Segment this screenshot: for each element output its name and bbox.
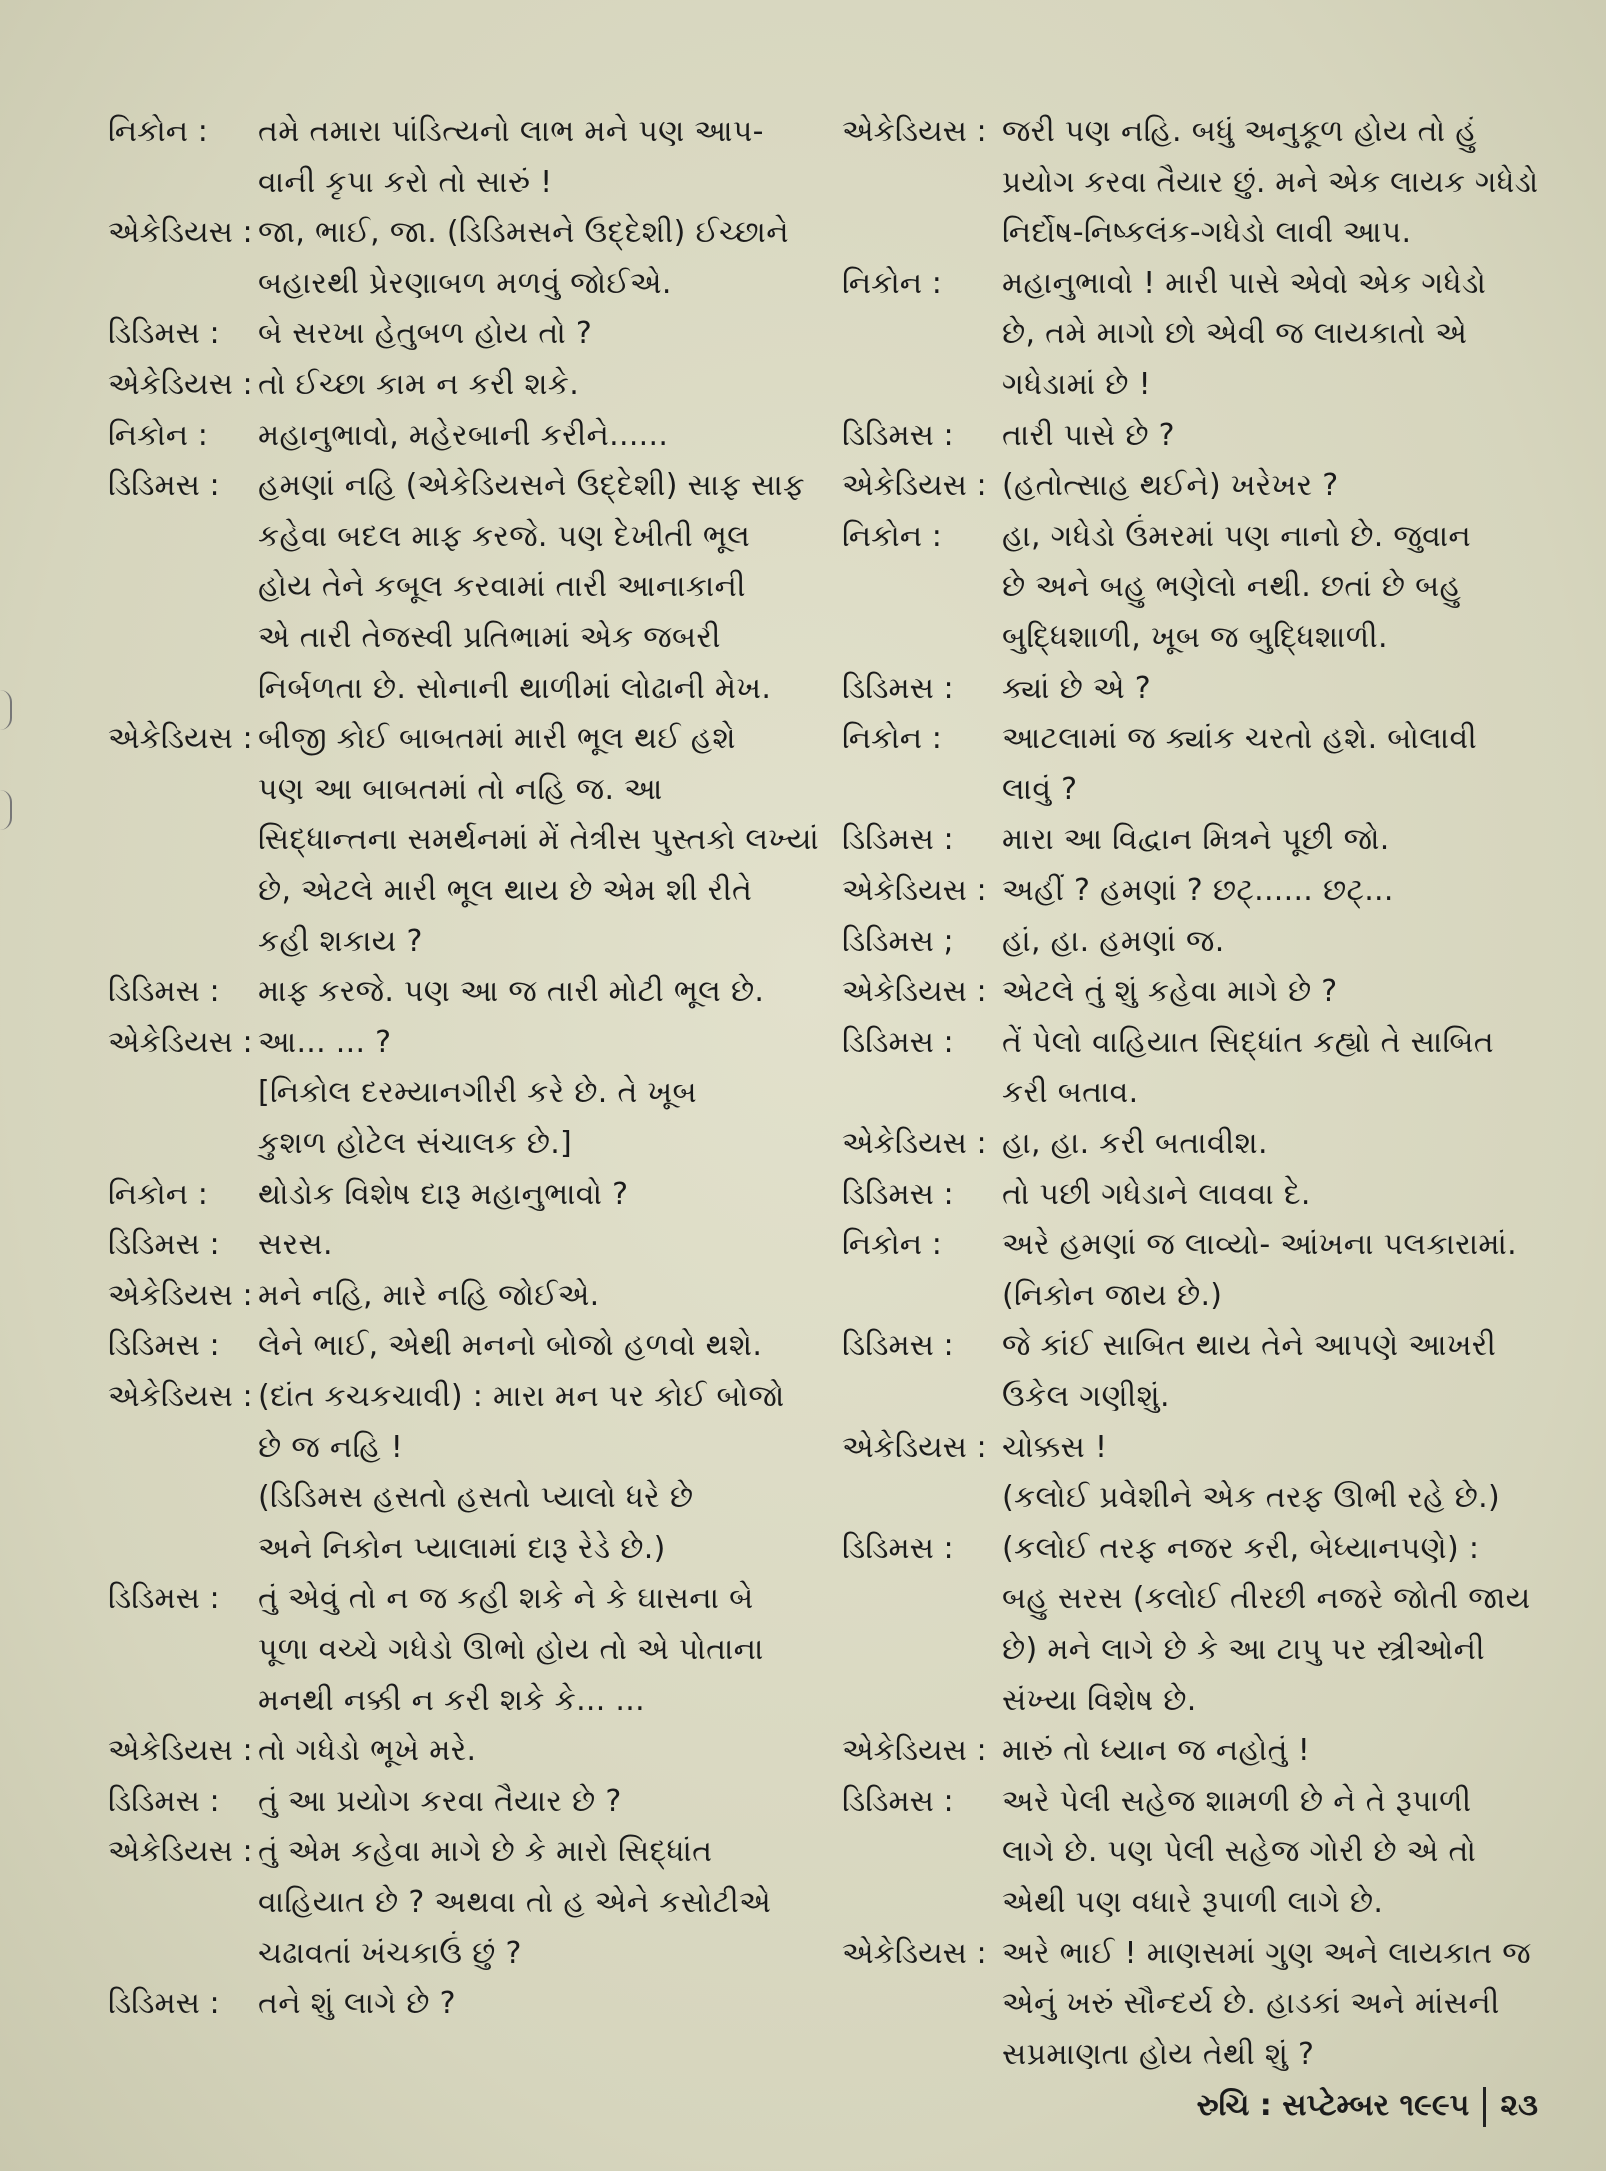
speaker-name: એકેડિયસ :	[842, 873, 987, 908]
dialogue-line	[108, 1883, 828, 1933]
dialogue-line	[108, 365, 828, 415]
dialogue-text: તારી પાસે છે ?	[1002, 417, 1175, 453]
dialogue-line	[108, 1579, 828, 1629]
dialogue-line	[108, 1124, 828, 1174]
dialogue-line	[108, 112, 828, 162]
dialogue-line	[108, 1478, 828, 1528]
speaker-name: એકેડિયસ :	[842, 1126, 987, 1161]
dialogue-text: થોડોક વિશેષ દારૂ મહાનુભાવો ?	[258, 1176, 629, 1212]
dialogue-text: સંખ્યા વિશેષ છે.	[1002, 1682, 1197, 1718]
speaker-name: એકેડિયસ :	[108, 1277, 253, 1313]
dialogue-text: પ્રયોગ કરવા તૈયાર છું. મને એક લાયક ગધેડો	[1002, 164, 1539, 200]
dialogue-text: (દાંત કચકચાવી) : મારા મન પર કોઈ બોજો	[258, 1379, 785, 1414]
dialogue-line	[842, 871, 1542, 921]
dialogue-line	[108, 820, 828, 870]
speaker-name: ડિડિમસ :	[108, 1783, 220, 1819]
speaker-name: નિકોન :	[108, 417, 208, 453]
dialogue-text: (હતોત્સાહ થઈને) ખરેખર ?	[1002, 468, 1339, 504]
speaker-name: ડિડિમસ :	[842, 822, 954, 858]
dialogue-text: કરી બતાવ.	[1002, 1075, 1139, 1111]
dialogue-text: હાં, હા. હમણાં જ.	[1002, 923, 1225, 959]
dialogue-text: આ... ... ?	[258, 1024, 392, 1060]
dialogue-line	[842, 163, 1542, 213]
dialogue-line	[108, 466, 828, 516]
dialogue-line	[842, 1175, 1542, 1225]
dialogue-text: તને શું લાગે છે ?	[258, 1986, 456, 2022]
dialogue-text: એ તારી તેજસ્વી પ્રતિભામાં એક જબરી	[258, 620, 721, 655]
speaker-name: નિકોન :	[842, 265, 942, 301]
dialogue-text: સપ્રમાણતા હોય તેથી શું ?	[1002, 2036, 1315, 2072]
dialogue-line	[842, 972, 1542, 1022]
speaker-name: ડિડિમસ :	[842, 1176, 954, 1212]
page-edge-mark	[0, 790, 12, 830]
dialogue-text: અને નિકોન પ્યાલામાં દારૂ રેડે છે.)	[258, 1530, 666, 1566]
dialogue-line	[842, 112, 1542, 162]
dialogue-text: માફ કરજે. પણ આ જ તારી મોટી ભૂલ છે.	[258, 974, 765, 1010]
dialogue-line	[108, 1023, 828, 1073]
page-footer	[1197, 2086, 1538, 2127]
dialogue-line	[108, 871, 828, 921]
dialogue-text: ઉકેલ ગણીશું.	[1002, 1379, 1170, 1414]
dialogue-text: છે, તમે માગો છો એવી જ લાયકાતો એ	[1002, 316, 1468, 352]
speaker-name: નિકોન :	[842, 1227, 942, 1263]
dialogue-line	[842, 770, 1542, 820]
dialogue-line	[842, 1326, 1542, 1376]
dialogue-text: આટલામાં જ ક્યાંક ચરતો હશે. બોલાવી	[1002, 721, 1478, 757]
dialogue-line	[842, 1934, 1542, 1984]
dialogue-line	[842, 618, 1542, 668]
dialogue-text: પૂળા વચ્ચે ગધેડો ઊભો હોય તો એ પોતાના	[258, 1632, 764, 1667]
speaker-name: એકેડિયસ :	[108, 1024, 253, 1060]
dialogue-text: ચોક્કસ !	[1002, 1429, 1108, 1465]
dialogue-text: (નિકોન જાય છે.)	[1002, 1277, 1223, 1313]
speaker-name: ડિડિમસ :	[842, 1530, 954, 1566]
dialogue-line	[842, 1832, 1542, 1882]
dialogue-text: તેં પેલો વાહિયાત સિદ્ધાંત કહ્યો તે સાબિત	[1002, 1024, 1494, 1060]
dialogue-line	[842, 1681, 1542, 1731]
speaker-name: ડિડિમસ :	[842, 670, 954, 706]
dialogue-line	[108, 1276, 828, 1326]
dialogue-text: જે કાંઈ સાબિત થાય તેને આપણે આખરી	[1002, 1328, 1497, 1364]
speaker-name: નિકોન :	[108, 114, 208, 149]
dialogue-text: સિદ્ધાન્તના સમર્થનમાં મેં તેત્રીસ પુસ્તકો લખ્યાં	[258, 822, 820, 858]
speaker-name: ડિડિમસ :	[108, 974, 220, 1010]
dialogue-line	[842, 1225, 1542, 1275]
speaker-name: ડિડિમસ ;	[842, 923, 954, 959]
dialogue-text: એથી પણ વધારે રૂપાળી લાગે છે.	[1002, 1885, 1384, 1920]
dialogue-line	[842, 1428, 1542, 1478]
dialogue-text: બીજી કોઈ બાબતમાં મારી ભૂલ થઈ હશે	[258, 721, 736, 757]
dialogue-text: કહેવા બદલ માફ કરજે. પણ દેખીતી ભૂલ	[258, 518, 751, 554]
dialogue-text: તો પછી ગધેડાને લાવવા દે.	[1002, 1176, 1311, 1212]
speaker-name: ડિડિમસ :	[842, 1024, 954, 1060]
dialogue-text: ચઢાવતાં ખંચકાઉં છું ?	[258, 1935, 522, 1971]
dialogue-line	[108, 416, 828, 466]
dialogue-line	[108, 1984, 828, 2034]
dialogue-text: હા, હા. કરી બતાવીશ.	[1002, 1126, 1268, 1161]
dialogue-text: મહાનુભાવો, મહેરબાની કરીને......	[258, 417, 669, 453]
dialogue-text: લેને ભાઈ, એથી મનનો બોજો હળવો થશે.	[258, 1328, 763, 1364]
dialogue-line	[108, 1731, 828, 1781]
dialogue-line	[842, 1731, 1542, 1781]
speaker-name: ડિડિમસ :	[108, 1328, 220, 1364]
dialogue-line	[108, 163, 828, 213]
dialogue-text: તમે તમારા પાંડિત્યનો લાભ મને પણ આપ-	[258, 114, 764, 149]
dialogue-line	[108, 567, 828, 617]
speaker-name: ડિડિમસ :	[108, 316, 220, 352]
dialogue-line	[842, 213, 1542, 263]
dialogue-line	[108, 669, 828, 719]
dialogue-text: હમણાં નહિ (એકેડિયસને ઉદ્દેશી) સાફ સાફ	[258, 468, 805, 504]
speaker-name: ડિડિમસ :	[108, 1986, 220, 2022]
speaker-name: એકેડિયસ :	[108, 1834, 253, 1870]
dialogue-text: પણ આ બાબતમાં તો નહિ જ. આ	[258, 771, 663, 807]
dialogue-line	[842, 1073, 1542, 1123]
dialogue-text: મને નહિ, મારે નહિ જોઈએ.	[258, 1277, 600, 1313]
dialogue-line	[842, 416, 1542, 466]
dialogue-text: તું એમ કહેવા માગે છે કે મારો સિદ્ધાંત	[258, 1834, 713, 1870]
speaker-name: એકેડિયસ :	[842, 1429, 987, 1465]
dialogue-text: છે, એટલે મારી ભૂલ થાય છે એમ શી રીતે	[258, 873, 753, 908]
speaker-name: ડિડિમસ :	[108, 468, 220, 504]
dialogue-line	[842, 365, 1542, 415]
dialogue-line	[108, 213, 828, 263]
dialogue-text: નિર્દોષ-નિષ્કલંક-ગધેડો લાવી આપ.	[1002, 215, 1412, 251]
dialogue-line	[108, 770, 828, 820]
dialogue-line	[842, 1478, 1542, 1528]
dialogue-text: મારું તો ધ્યાન જ નહોતું !	[1002, 1733, 1311, 1769]
dialogue-line	[842, 1630, 1542, 1680]
publication-name: રુચિ : સપ્ટેમ્બર ૧૯૯૫	[1196, 2088, 1470, 2123]
speaker-name: ડિડિમસ :	[108, 1227, 220, 1263]
dialogue-line	[108, 922, 828, 972]
page-number: ૨૩	[1500, 2088, 1538, 2123]
dialogue-text: (ડિડિમસ હસતો હસતો પ્યાલો ધરે છે	[258, 1480, 694, 1516]
dialogue-text: મારા આ વિદ્વાન મિત્રને પૂછી જો.	[1002, 822, 1390, 858]
dialogue-line	[108, 1377, 828, 1427]
dialogue-line	[842, 922, 1542, 972]
dialogue-text: બહારથી પ્રેરણાબળ મળવું જોઈએ.	[258, 265, 672, 301]
dialogue-line	[108, 517, 828, 567]
dialogue-line	[108, 1073, 828, 1123]
dialogue-text: વાહિયાત છે ? અથવા તો હ એને કસોટીએ	[258, 1885, 772, 1920]
dialogue-line	[842, 314, 1542, 364]
dialogue-text: એનું ખરું સૌન્દર્ય છે. હાડકાં અને માંસની	[1002, 1986, 1500, 2022]
dialogue-line	[108, 1326, 828, 1376]
dialogue-line	[842, 264, 1542, 314]
dialogue-line	[108, 1175, 828, 1225]
dialogue-line	[108, 1428, 828, 1478]
dialogue-text: છે) મને લાગે છે કે આ ટાપુ પર સ્ત્રીઓની	[1002, 1632, 1485, 1667]
dialogue-text: નિર્બળતા છે. સોનાની થાળીમાં લોઢાની મેખ.	[258, 670, 772, 706]
dialogue-text: સરસ.	[258, 1227, 333, 1263]
dialogue-line	[108, 264, 828, 314]
dialogue-text: અરે પેલી સહેજ શામળી છે ને તે રૂપાળી	[1002, 1783, 1472, 1819]
dialogue-text: બુદ્ધિશાળી, ખૂબ જ બુદ્ધિશાળી.	[1002, 620, 1388, 655]
speaker-name: ડિડિમસ :	[842, 417, 954, 453]
dialogue-line	[108, 972, 828, 1022]
speaker-name: નિકોન :	[108, 1176, 208, 1212]
speaker-name: એકેડિયસ :	[108, 367, 253, 402]
speaker-name: એકેડિયસ :	[108, 721, 253, 757]
dialogue-line	[842, 1883, 1542, 1933]
dialogue-text: તો ઈચ્છા કામ ન કરી શકે.	[258, 367, 580, 402]
dialogue-text: અરે હમણાં જ લાવ્યો- આંખના પલકારામાં.	[1002, 1227, 1518, 1263]
dialogue-line	[842, 1782, 1542, 1832]
dialogue-line	[108, 314, 828, 364]
dialogue-text: હા, ગધેડો ઉંમરમાં પણ નાનો છે. જુવાન	[1002, 518, 1472, 554]
speaker-name: ડિડિમસ :	[108, 1581, 220, 1617]
dialogue-line	[108, 1529, 828, 1579]
dialogue-text: તું એવું તો ન જ કહી શકે ને કે ઘાસના બે	[258, 1581, 754, 1617]
dialogue-text: કુશળ હોટેલ સંચાલક છે.]	[258, 1126, 573, 1161]
dialogue-text: બહુ સરસ (કલોઈ તીરછી નજરે જોતી જાય	[1002, 1581, 1531, 1617]
dialogue-line	[842, 517, 1542, 567]
speaker-name: એકેડિયસ :	[108, 1733, 253, 1769]
dialogue-text: ગધેડામાં છે !	[1002, 367, 1151, 402]
dialogue-text: વાની કૃપા કરો તો સારું !	[258, 164, 553, 200]
speaker-name: એકેડિયસ :	[842, 1733, 987, 1769]
speaker-name: એકેડિયસ :	[842, 468, 987, 504]
dialogue-line	[842, 1377, 1542, 1427]
dialogue-line	[842, 1984, 1542, 2034]
dialogue-text: કહી શકાય ?	[258, 923, 423, 959]
dialogue-text: અરે ભાઈ ! માણસમાં ગુણ અને લાયકાત જ	[1002, 1935, 1531, 1971]
dialogue-text: બે સરખા હેતુબળ હોય તો ?	[258, 316, 593, 352]
speaker-name: નિકોન :	[842, 518, 942, 554]
speaker-name: એકેડિયસ :	[842, 1935, 987, 1971]
dialogue-text: લાવું ?	[1002, 771, 1078, 807]
speaker-name: ડિડિમસ :	[842, 1783, 954, 1819]
dialogue-line	[842, 1124, 1542, 1174]
dialogue-line	[108, 618, 828, 668]
dialogue-line	[842, 1023, 1542, 1073]
dialogue-line	[108, 1832, 828, 1882]
dialogue-line	[108, 719, 828, 769]
speaker-name: એકેડિયસ :	[108, 1379, 253, 1414]
dialogue-text: છે અને બહુ ભણેલો નથી. છતાં છે બહુ	[1002, 569, 1462, 605]
dialogue-text: જા, ભાઈ, જા. (ડિડિમસને ઉદ્દેશી) ઈચ્છાને	[258, 215, 789, 251]
dialogue-text: મનથી નક્કી ન કરી શકે કે... ...	[258, 1682, 645, 1718]
speaker-name: એકેડિયસ :	[108, 215, 253, 251]
dialogue-line	[108, 1681, 828, 1731]
dialogue-line	[842, 820, 1542, 870]
dialogue-line	[842, 719, 1542, 769]
dialogue-text: ક્યાં છે એ ?	[1002, 670, 1151, 706]
dialogue-text: હોય તેને કબૂલ કરવામાં તારી આનાકાની	[258, 569, 746, 605]
dialogue-line	[842, 1276, 1542, 1326]
dialogue-text: [નિકોલ દરમ્યાનગીરી કરે છે. તે ખૂબ	[258, 1075, 697, 1111]
speaker-name: ડિડિમસ :	[842, 1328, 954, 1364]
dialogue-line	[842, 1529, 1542, 1579]
speaker-name: એકેડિયસ :	[842, 114, 987, 149]
dialogue-line	[108, 1630, 828, 1680]
dialogue-text: એટલે તું શું કહેવા માગે છે ?	[1002, 974, 1338, 1010]
dialogue-text: જરી પણ નહિ. બધું અનુકૂળ હોય તો હું	[1002, 114, 1477, 149]
dialogue-text: મહાનુભાવો ! મારી પાસે એવો એક ગધેડો	[1002, 265, 1487, 301]
dialogue-text: તો ગધેડો ભૂખે મરે.	[258, 1733, 477, 1769]
dialogue-line	[842, 567, 1542, 617]
dialogue-line	[842, 466, 1542, 516]
dialogue-line	[842, 1579, 1542, 1629]
speaker-name: એકેડિયસ :	[842, 974, 987, 1010]
dialogue-line	[842, 669, 1542, 719]
dialogue-text: છે જ નહિ !	[258, 1429, 404, 1465]
dialogue-line	[108, 1934, 828, 1984]
dialogue-text: (કલોઈ તરફ નજર કરી, બેધ્યાનપણે) :	[1002, 1530, 1480, 1566]
dialogue-text: અહીં ? હમણાં ? છટ્...... છટ્...	[1002, 873, 1394, 908]
dialogue-text: તું આ પ્રયોગ કરવા તૈયાર છે ?	[258, 1783, 622, 1819]
dialogue-line	[108, 1225, 828, 1275]
footer-divider	[1483, 2087, 1486, 2127]
dialogue-line	[842, 2035, 1542, 2085]
dialogue-text: (કલોઈ પ્રવેશીને એક તરફ ઊભી રહે છે.)	[1002, 1480, 1500, 1516]
speaker-name: નિકોન :	[842, 721, 942, 757]
dialogue-line	[108, 1782, 828, 1832]
dialogue-text: લાગે છે. પણ પેલી સહેજ ગોરી છે એ તો	[1002, 1834, 1477, 1870]
page-edge-mark	[0, 690, 12, 730]
